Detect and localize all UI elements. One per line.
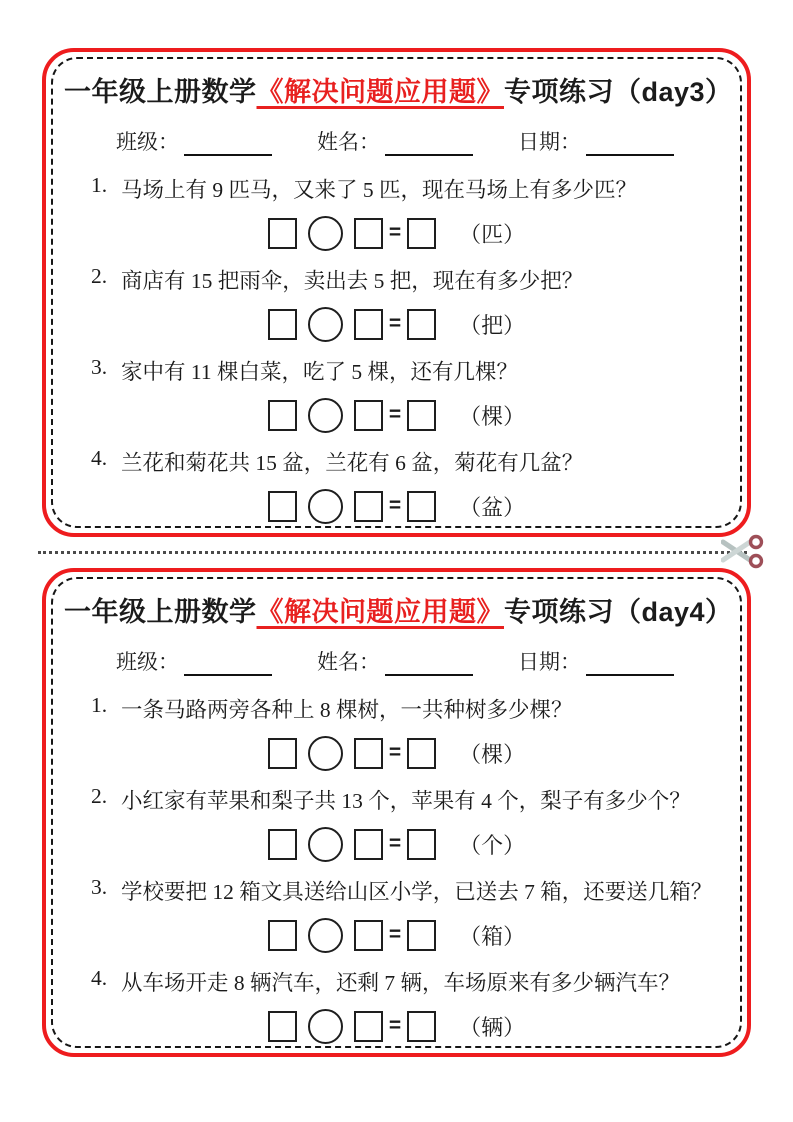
unit-label: （把）: [459, 312, 526, 338]
answer-box-first[interactable]: [268, 829, 297, 860]
field-label: 班级：: [116, 650, 179, 674]
problem-item: [64, 173, 729, 251]
date-blank[interactable]: [586, 651, 674, 676]
answer-box-first[interactable]: [268, 491, 297, 522]
worksheet-panel-day4: [42, 568, 751, 1057]
equals-sign: =: [388, 741, 402, 764]
equals-sign: =: [388, 1014, 402, 1037]
answer-box-first[interactable]: [268, 400, 297, 431]
class-field: [116, 126, 272, 156]
answer-box-result[interactable]: [407, 920, 436, 951]
answer-row: [64, 488, 729, 524]
answer-box-first[interactable]: [268, 309, 297, 340]
problem-text-row: [91, 875, 729, 906]
field-label: 日期：: [518, 650, 581, 674]
class-blank[interactable]: [184, 651, 272, 676]
answer-box-first[interactable]: [268, 1011, 297, 1042]
answer-box-second[interactable]: [354, 738, 383, 769]
unit-label: （棵）: [459, 741, 526, 767]
problem-text: 学校要把 12 箱文具送给山区小学，已送去 7 箱，还要送几箱？: [121, 880, 713, 904]
problem-item: [64, 784, 729, 862]
equals-sign: =: [388, 923, 402, 946]
date-field: [518, 126, 674, 156]
problem-number: 1.: [91, 173, 108, 197]
class-blank[interactable]: [184, 131, 272, 156]
answer-box-result[interactable]: [407, 491, 436, 522]
operator-circle[interactable]: [308, 1009, 343, 1044]
name-field: [317, 646, 473, 676]
operator-circle[interactable]: [308, 398, 343, 433]
problem-number: 2.: [91, 264, 108, 288]
problem-text-row: [91, 355, 729, 386]
answer-box-result[interactable]: [407, 218, 436, 249]
field-label: 日期：: [518, 130, 581, 154]
answer-box-first[interactable]: [268, 218, 297, 249]
title-highlight: 《解决问题应用题》: [256, 77, 504, 107]
problem-text: 家中有 11 棵白菜，吃了 5 棵，还有几棵？: [121, 360, 518, 384]
equals-sign: =: [388, 221, 402, 244]
problem-item: [64, 693, 729, 771]
problem-number: 2.: [91, 784, 108, 808]
problem-text: 兰花和菊花共 15 盆，兰花有 6 盆，菊花有几盆？: [121, 451, 584, 475]
equals-sign: =: [388, 312, 402, 335]
unit-label: （盆）: [459, 494, 526, 520]
problem-number: 4.: [91, 446, 108, 470]
answer-row: [64, 917, 729, 953]
answer-box-second[interactable]: [354, 1011, 383, 1042]
answer-box-first[interactable]: [268, 738, 297, 769]
name-field: [317, 126, 473, 156]
problem-item: [64, 875, 729, 953]
problem-text: 商店有 15 把雨伞，卖出去 5 把，现在有多少把？: [121, 269, 584, 293]
problem-text-row: [91, 173, 729, 204]
answer-box-result[interactable]: [407, 309, 436, 340]
operator-circle[interactable]: [308, 216, 343, 251]
title-pre: 一年级上册数学: [64, 77, 257, 107]
date-field: [518, 646, 674, 676]
answer-row: [64, 826, 729, 862]
operator-circle[interactable]: [308, 827, 343, 862]
answer-box-second[interactable]: [354, 309, 383, 340]
problem-list: [64, 680, 729, 1044]
cut-line: [38, 551, 747, 554]
answer-box-first[interactable]: [268, 920, 297, 951]
problem-text-row: [91, 446, 729, 477]
field-label: 姓名：: [317, 650, 380, 674]
class-field: [116, 646, 272, 676]
unit-label: （棵）: [459, 403, 526, 429]
problem-number: 4.: [91, 966, 108, 990]
operator-circle[interactable]: [308, 307, 343, 342]
title-post: 专项练习（day4）: [504, 597, 733, 627]
answer-row: [64, 215, 729, 251]
answer-box-result[interactable]: [407, 738, 436, 769]
cut-divider: [38, 537, 755, 568]
problem-text: 马场上有 9 匹马，又来了 5 匹，现在马场上有多少匹？: [121, 178, 638, 202]
problem-item: [64, 264, 729, 342]
equals-sign: =: [388, 832, 402, 855]
unit-label: （箱）: [459, 923, 526, 949]
panel-title: [64, 70, 733, 109]
title-pre: 一年级上册数学: [64, 597, 257, 627]
operator-circle[interactable]: [308, 736, 343, 771]
answer-box-second[interactable]: [354, 400, 383, 431]
problem-text-row: [91, 693, 729, 724]
answer-row: [64, 735, 729, 771]
header-fields: [116, 646, 674, 676]
date-blank[interactable]: [586, 131, 674, 156]
worksheet-panel-day3: [42, 48, 751, 537]
problem-list: [64, 160, 729, 524]
title-post: 专项练习（day3）: [504, 77, 733, 107]
unit-label: （辆）: [459, 1014, 526, 1040]
answer-box-second[interactable]: [354, 920, 383, 951]
problem-text: 一条马路两旁各种上 8 棵树，一共种树多少棵？: [121, 698, 573, 722]
equals-sign: =: [388, 403, 402, 426]
answer-box-result[interactable]: [407, 829, 436, 860]
answer-box-second[interactable]: [354, 218, 383, 249]
answer-row: [64, 306, 729, 342]
answer-row: [64, 1008, 729, 1044]
operator-circle[interactable]: [308, 918, 343, 953]
problem-text-row: [91, 966, 729, 997]
problem-number: 3.: [91, 875, 108, 899]
problem-text: 小红家有苹果和梨子共 13 个，苹果有 4 个，梨子有多少个？: [121, 789, 691, 813]
answer-box-second[interactable]: [354, 829, 383, 860]
problem-text: 从车场开走 8 辆汽车，还剩 7 辆，车场原来有多少辆汽车？: [121, 971, 681, 995]
answer-box-result[interactable]: [407, 1011, 436, 1042]
answer-box-result[interactable]: [407, 400, 436, 431]
problem-text-row: [91, 784, 729, 815]
title-highlight: 《解决问题应用题》: [256, 597, 504, 627]
problem-text-row: [91, 264, 729, 295]
equals-sign: =: [388, 494, 402, 517]
field-label: 班级：: [116, 130, 179, 154]
name-blank[interactable]: [385, 131, 473, 156]
problem-item: [64, 966, 729, 1044]
answer-row: [64, 397, 729, 433]
problem-item: [64, 446, 729, 524]
problem-item: [64, 355, 729, 433]
operator-circle[interactable]: [308, 489, 343, 524]
unit-label: （匹）: [459, 221, 526, 247]
problem-number: 1.: [91, 693, 108, 717]
problem-number: 3.: [91, 355, 108, 379]
answer-box-second[interactable]: [354, 491, 383, 522]
header-fields: [116, 126, 674, 156]
field-label: 姓名：: [317, 130, 380, 154]
name-blank[interactable]: [385, 651, 473, 676]
panel-title: [64, 590, 733, 629]
unit-label: （个）: [459, 832, 526, 858]
